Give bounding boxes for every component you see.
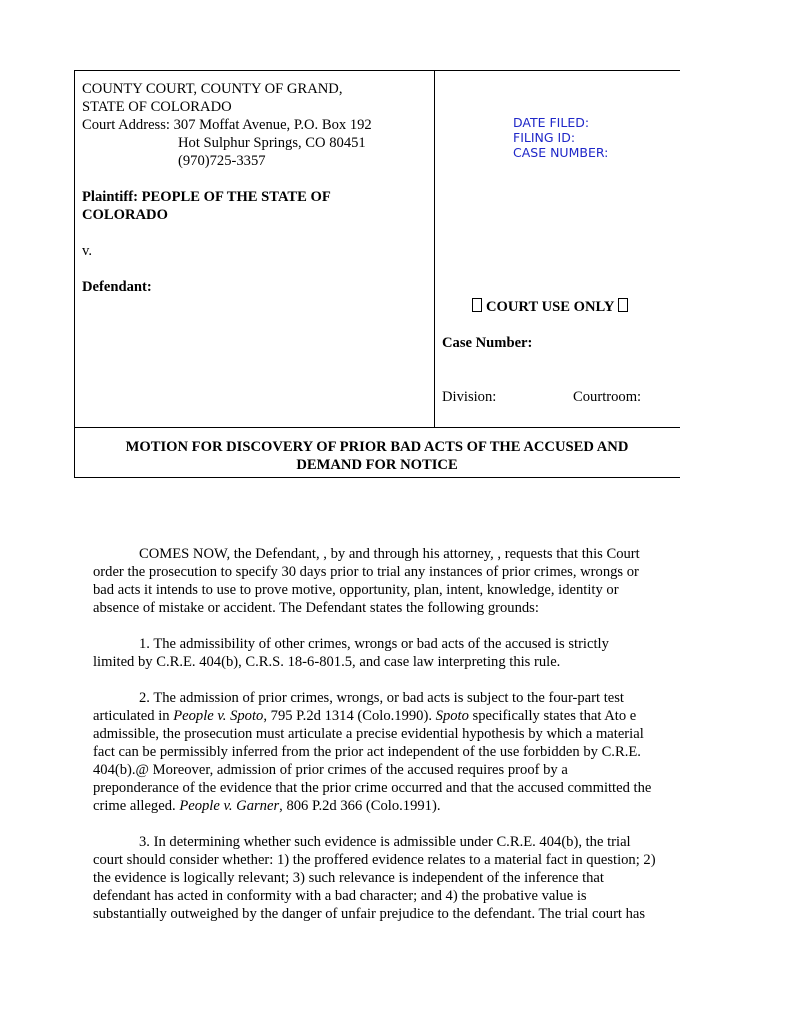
caption-left-border	[74, 70, 75, 478]
text-line: preponderance of the evidence that the prior crime occurred and that the accused committed the	[93, 780, 652, 796]
motion-title	[74, 438, 680, 474]
box-icon	[472, 298, 482, 312]
text-line: defendant has acted in conformity with a bad character; and 4) the probative value is	[93, 888, 587, 904]
e-filing-stamp	[513, 115, 608, 160]
filing-id-label: FILING ID:	[513, 130, 576, 145]
paragraph-3	[93, 833, 695, 923]
court-name: COUNTY COURT, COUNTY OF GRAND,	[82, 81, 343, 97]
paragraph-2	[93, 689, 695, 815]
motion-title-line1: MOTION FOR DISCOVERY OF PRIOR BAD ACTS OF THE ACCUSED AND	[125, 439, 629, 455]
court-phone: (970)725-3357	[178, 153, 266, 169]
paragraph-1	[93, 635, 695, 671]
plaintiff-label: Plaintiff: PEOPLE OF THE STATE OF	[82, 189, 331, 205]
court-use-only-label: COURT USE ONLY	[486, 299, 615, 315]
caption-center-border	[434, 70, 435, 427]
court-state: STATE OF COLORADO	[82, 99, 232, 115]
text-line: the evidence is logically relevant; 3) such relevance is independent of the inference that	[93, 870, 604, 886]
text-line: admissible, the prosecution must articulate a precise evidential hypothesis by which a material	[93, 726, 644, 742]
caption-divider	[74, 427, 680, 428]
case-citation: People v. Garner	[179, 798, 280, 814]
case-number-label: Case Number:	[442, 335, 533, 351]
text-line: articulated in People v. Spoto, 795 P.2d 1314 (Colo.1990). Spoto specifically states that Ato e	[93, 708, 637, 724]
versus: v.	[82, 243, 92, 259]
court-use-only	[468, 298, 632, 316]
paragraph-intro	[93, 545, 695, 617]
defendant-label: Defendant:	[82, 279, 152, 295]
text-line: 2. The admission of prior crimes, wrongs, or bad acts is subject to the four-part test	[139, 690, 624, 706]
box-icon	[618, 298, 628, 312]
court-address-city: Hot Sulphur Springs, CO 80451	[178, 135, 366, 151]
courtroom-label: Courtroom:	[573, 389, 642, 405]
text-line: 1. The admissibility of other crimes, wrongs or bad acts of the accused is strictly	[139, 636, 609, 652]
case-citation: Spoto	[435, 708, 469, 724]
text-line: fact can be permissibly inferred from the prior act independent of the use forbidden by C.R.E.	[93, 744, 641, 760]
division-label: Division:	[442, 389, 497, 405]
caption-left-cell	[82, 80, 432, 296]
court-address: Court Address: 307 Moffat Avenue, P.O. Box 192	[82, 117, 372, 133]
motion-body	[93, 545, 695, 923]
text-line: absence of mistake or accident. The Defendant states the following grounds:	[93, 600, 539, 616]
text-line: court should consider whether: 1) the proffered evidence relates to a material fact in question; 2)	[93, 852, 656, 868]
text-line: 404(b).@ Moreover, admission of prior crimes of the accused requires proof by a	[93, 762, 568, 778]
caption-bottom-border	[74, 477, 680, 478]
text-line: 3. In determining whether such evidence is admissible under C.R.E. 404(b), the trial	[139, 834, 631, 850]
date-filed-label: DATE FILED:	[513, 115, 590, 130]
plaintiff-name: COLORADO	[82, 207, 168, 223]
motion-title-line2: DEMAND FOR NOTICE	[296, 457, 458, 473]
text-line: crime alleged. People v. Garner, 806 P.2d 366 (Colo.1991).	[93, 798, 441, 814]
text-line: limited by C.R.E. 404(b), C.R.S. 18-6-801.5, and case law interpreting this rule.	[93, 654, 561, 670]
text-line: substantially outweighed by the danger of unfair prejudice to the defendant. The trial court has	[93, 906, 646, 922]
text-line: order the prosecution to specify 30 days prior to trial any instances of prior crimes, wrongs or	[93, 564, 639, 580]
text-line: COMES NOW, the Defendant, , by and through his attorney, , requests that this Court	[139, 546, 640, 562]
case-number-stamp-label: CASE NUMBER:	[513, 145, 609, 160]
case-caption	[74, 70, 680, 478]
case-citation: People v. Spoto	[173, 708, 264, 724]
caption-right-cell	[436, 70, 680, 426]
text-line: bad acts it intends to use to prove motive, opportunity, plan, intent, knowledge, identity or	[93, 582, 619, 598]
